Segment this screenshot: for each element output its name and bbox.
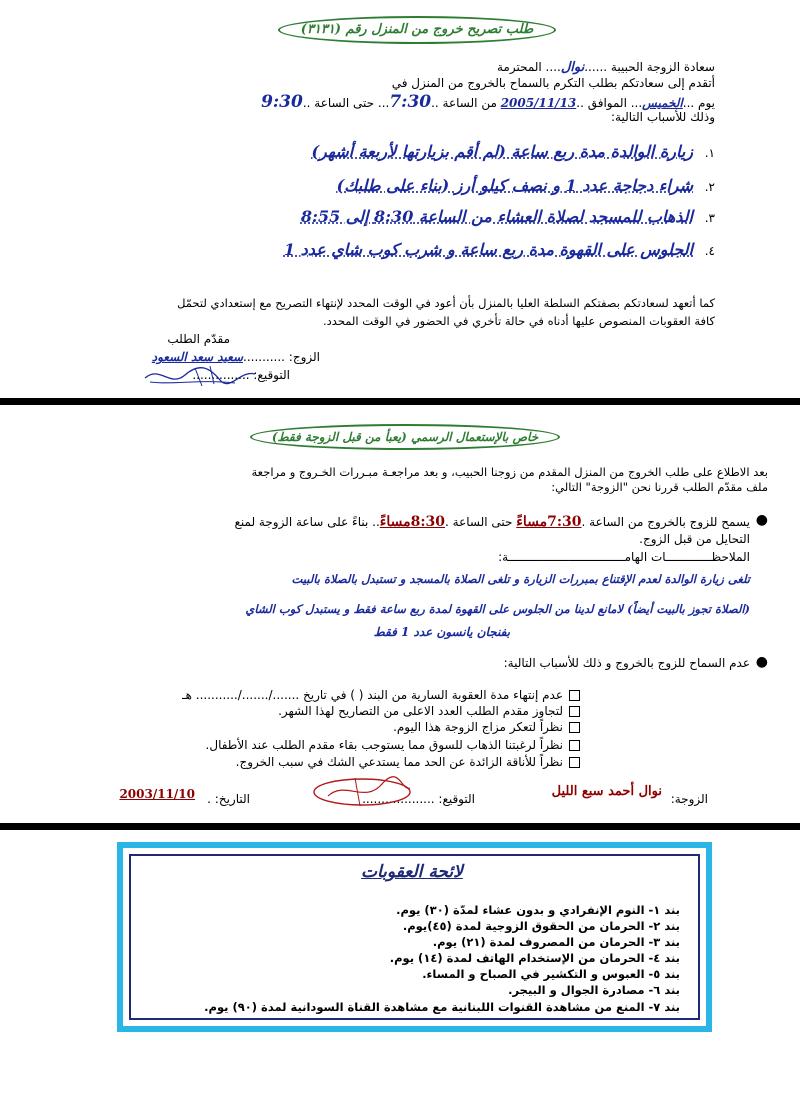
day-value: الخميس	[642, 96, 683, 110]
checkbox[interactable]	[569, 740, 580, 751]
allow-from: 7:30مساءً	[516, 514, 582, 530]
greeting-line	[497, 60, 715, 75]
to-label: ... حتى الساعة ..	[302, 96, 390, 110]
greeting-prefix: سعادة الزوجة الحبيبة ......	[584, 60, 715, 74]
penalty-item: بند ٧- المنع من مشاهدة القنوات اللبنانية مع مشاهدة القناة السودانية لمدة (٩٠) يوم.	[204, 1000, 680, 1014]
time-from: 7:30	[389, 92, 432, 112]
reason-1	[245, 140, 715, 170]
deny-reason-text: نظراً لتعكر مزاج الزوجة هذا اليوم.	[393, 720, 563, 734]
penalty-item: بند ٤- الحرمان من الإستخدام الهاتف لمدة (١٤) يوم.	[389, 951, 680, 965]
note-line-2: (الصلاة تجوز بالبيت أيضاً) لامانع لدينا من الجلوس على القهوة لمدة ربع ساعة فقط و يستبدل كوب الشاي	[245, 602, 750, 616]
checkbox[interactable]	[569, 722, 580, 733]
reason-text: الذهاب للمسجد لصلاة العشاء من الساعة 8:30 إلى 8:55	[300, 207, 693, 226]
note-line-3: بفنجان يانسون عدد 1 فقط	[373, 625, 510, 639]
reason-number: ٣.	[704, 211, 715, 225]
section-divider-2	[0, 823, 800, 830]
deny-reason-5	[236, 755, 580, 769]
official-date: 2003/11/10	[119, 787, 195, 801]
allow-to-label: حتى الساعة .	[445, 515, 517, 529]
deny-reason-1	[182, 688, 580, 702]
penalties-box	[117, 842, 712, 1032]
deny-label: عدم السماح للزوج بالخروج و ذلك للأسباب التالية:	[503, 656, 750, 670]
allow-line-2: التحايل من قبل الزوج.	[639, 532, 750, 546]
penalty-item: بند ٥- العبوس و التكشير في الصباح و المساء.	[422, 967, 680, 981]
date-label: التاريخ: .	[207, 792, 250, 806]
wife-name: نوال	[560, 60, 585, 75]
note-line-1: تلغى زيارة الوالدة لعدم الإقتناع بمبررات الزيارة و تلغى الصلاة بالمسجد و تستبدل بالصلاة بالبيت	[291, 572, 750, 586]
pledge-line-1: كما أتعهد لسعادتكم بصفتكم السلطة العليا بالمنزل بأن أعود في الوقت المحدد لإنتهاء التصريح مع إستعدادي لتحمّل	[177, 296, 715, 310]
date-value: 2005/11/13	[500, 96, 577, 110]
reason-text: الجلوس على القهوة مدة ربع ساعة و شرب كوب شاي عدد 1	[283, 240, 693, 259]
reason-number: ٢.	[704, 180, 715, 194]
reason-number: ٤.	[704, 244, 715, 258]
request-title: طلب تصريح خروج من المنزل رقم (٣١٣١)	[278, 16, 556, 44]
penalty-item: بند ٣- الحرمان من المصروف لمدة (٢١) يوم.	[432, 935, 680, 949]
section-divider-1	[0, 398, 800, 405]
reason-text: زيارة الوالدة مدة ربع ساعة (لم أقم بزيارتها لأربعة أشهر)	[311, 142, 693, 161]
reason-text: شراء دجاجة عدد 1 و نصف كيلو أرز (بناء على طلبك)	[336, 176, 693, 195]
day-prefix: يوم ...	[682, 96, 715, 110]
notes-label: الملاحظـــــــــــــات الهامـــــــــــــــــــــــــــــــــة:	[498, 550, 750, 564]
penalty-item: بند ١- النوم الإنفرادي و بدون عشاء لمدّة (٣٠) يوم.	[396, 903, 680, 917]
checkbox[interactable]	[569, 757, 580, 768]
penalties-inner-frame	[129, 854, 700, 1020]
allow-bullet-icon: ●	[755, 512, 768, 528]
official-signature-line: التوقيع: ...................	[362, 792, 475, 806]
allow-to: 8:30مساءً	[379, 514, 446, 530]
allow-line	[235, 514, 751, 530]
day-line	[261, 92, 715, 112]
wife-label: الزوجة:	[670, 792, 708, 806]
deny-reason-4	[206, 738, 580, 752]
time-to: 9:30	[261, 92, 303, 112]
reason-number: ١.	[704, 146, 715, 160]
checkbox[interactable]	[569, 690, 580, 701]
reason-2	[245, 174, 715, 204]
official-title: خاص بالإستعمال الرسمي (يعبأ من قبل الزوجة فقط)	[250, 424, 560, 450]
greeting-suffix: .... المحترمة	[496, 60, 561, 74]
official-wife-name: نوال أحمد سبع الليل	[551, 784, 662, 799]
deny-reason-text: عدم إنتهاء مدة العقوبة السارية من البند ( ) في تاريخ ......./......./........... هـ	[182, 688, 563, 702]
reasons-intro: وذلك للأسباب التالية:	[610, 110, 715, 124]
official-intro-2: ملف مقدّم الطلب قررنا نحن "الزوجة" التالي:	[551, 480, 768, 494]
deny-reason-text: لتجاوز مقدم الطلب العدد الاعلى من التصاريح لهذا الشهر.	[278, 704, 563, 718]
allow-prefix: يسمح للزوج بالخروج من الساعة .	[581, 515, 750, 529]
husband-signature-icon	[140, 360, 260, 390]
checkbox[interactable]	[569, 706, 580, 717]
penalty-item: بند ٦- مصادرة الجوال و البيجر.	[508, 983, 680, 997]
allow-suffix: .. بناءً على ساعة الزوجة لمنع	[234, 515, 380, 529]
reason-3	[245, 205, 715, 235]
husband-label: الزوج: ...........	[243, 350, 320, 364]
husband-signature-line: التوقيع: ...............	[192, 368, 290, 382]
deny-reason-2	[278, 704, 580, 718]
husband-name: سعيد سعد السعود	[151, 350, 244, 364]
deny-reason-text: نظراً لرغبتنا الذهاب للسوق مما يستوجب بقاء مقدم الطلب عند الأطفال.	[205, 738, 563, 752]
deny-reason-3	[393, 720, 580, 734]
penalty-item: بند ٢- الحرمان من الحقوق الزوجية لمدة (٤٥)يوم.	[402, 919, 680, 933]
reason-4	[245, 238, 715, 268]
deny-reason-text: نظراً للأناقة الزائدة عن الحد مما يستدعي الشك في سبب الخروج.	[235, 755, 563, 769]
pledge-line-2: كافة العقوبات المنصوص عليها أدناه في حالة تأخري في الحضور في الوقت المحدد.	[323, 314, 715, 328]
from-label: من الساعة ..	[431, 96, 497, 110]
official-intro-1: بعد الاطلاع على طلب الخروج من المنزل المقدم من زوجنا الحبيب، و بعد مراجعـة مبـررات الخـروج و مراجعة	[251, 465, 768, 479]
penalties-title: لائحة العقوبات	[361, 862, 463, 882]
matching-label: ... الموافق ..	[576, 96, 643, 110]
applicant-label: مقدّم الطلب	[167, 332, 230, 346]
wife-signature-icon	[310, 772, 420, 812]
intro-line: أتقدم إلى سعادتكم بطلب التكرم بالسماح بالخروج من المنزل في	[391, 76, 715, 90]
deny-bullet-icon: ●	[755, 654, 768, 670]
